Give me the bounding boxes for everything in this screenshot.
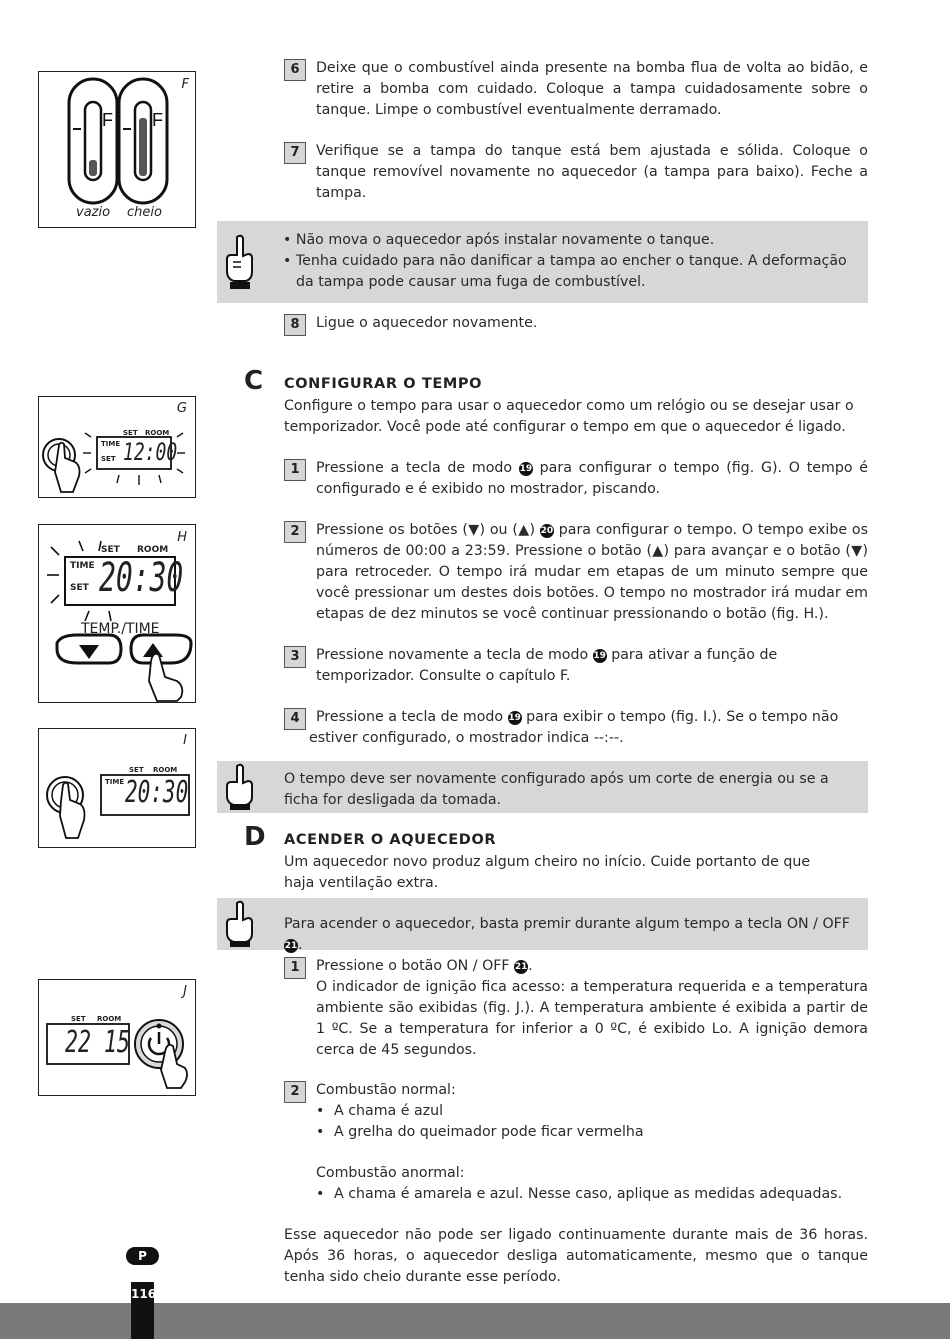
note-text: [284, 914, 864, 956]
step-text: Verifique se a tampa do tanque está bem ajustada e sólida. Coloque o tanque removível novamente no aquecedor (a tampa para baixo). Feche a tampa.: [316, 143, 868, 201]
step-text: Deixe que o combustível ainda presente na bomba flua de volta ao bidão, e retire a bomba com cuidado. Coloque a tampa cuidadosamente sobre o tanque. Limpe o combustível eventualmente derramado.: [316, 60, 868, 118]
step-text-part: para configurar o tempo. O tempo exibe os números de 00:00 a 23:59. Pressione o botão (▲) para avançar e o botão (▼) para retroceder. O tempo irá mudar em etapas de um minuto sempre que você pressionar um destes dois botões. O tempo no mostrador irá mudar em etapas de dez minutos se você continuar pressionando o botão (fig. H.).: [316, 522, 869, 622]
lcd-time-label: TIME: [101, 440, 121, 448]
list-item: A chama é azul: [334, 1103, 444, 1119]
lcd-set-label: SET: [71, 1015, 86, 1023]
step-text-part: para ativar a função de temporizador. Consulte o capítulo F.: [316, 647, 778, 684]
step-number: 2: [284, 521, 306, 543]
lcd-set-label: SET: [101, 545, 120, 555]
label-full: cheio: [127, 205, 162, 220]
pointing-hand-icon: [223, 899, 257, 949]
figure-label: J: [183, 984, 187, 999]
page-number-text: 116: [131, 1287, 157, 1301]
pointing-hand-icon: [223, 233, 257, 291]
step-text: [316, 645, 868, 687]
component-ref-badge: 19: [593, 651, 606, 661]
info-note: [217, 761, 868, 813]
figure-g: [38, 396, 196, 498]
step-text: [316, 520, 868, 625]
step-number: 8: [284, 314, 306, 336]
section-title: CONFIGURAR O TEMPO: [284, 376, 483, 392]
figure-j: [38, 979, 196, 1096]
figure-h: [38, 524, 196, 703]
section-letter: C: [244, 366, 264, 396]
list-item: A chama é amarela e azul. Nesse caso, aplique as medidas adequadas.: [334, 1186, 843, 1202]
step-number: 2: [284, 1081, 306, 1103]
note-text: O tempo deve ser novamente configurado após um corte de energia ou se a ficha for desligada da tomada.: [284, 771, 829, 808]
note-bullet: • Tenha cuidado para não danificar a tampa ao encher o tanque. A deformação: [283, 253, 847, 269]
section-intro: Configure o tempo para usar o aquecedor como um relógio ou se desejar usar o temporizador. Você pode até configurar o tempo em que o aquecedor é ligado.: [284, 398, 854, 435]
gauge-letter: F: [152, 110, 163, 130]
section-title: ACENDER O AQUECEDOR: [284, 832, 497, 848]
warning-note: [217, 221, 868, 303]
lcd-display: 12:00: [123, 438, 178, 466]
component-ref-badge: 19: [519, 464, 533, 474]
lcd-set-label: SET: [129, 766, 144, 774]
step-text: [316, 458, 868, 500]
figure-label: I: [183, 733, 187, 748]
step-text: Ligue o aquecedor novamente.: [316, 315, 538, 331]
figure-i: [38, 728, 196, 848]
lcd-time-label: TIME: [70, 561, 95, 571]
list-item: A grelha do queimador pode ficar vermelha: [334, 1124, 644, 1140]
pointing-hand-icon: [223, 762, 257, 812]
lcd-set-label: SET: [101, 455, 116, 463]
page-number: [131, 1282, 157, 1339]
lcd-display: 20:30: [99, 555, 184, 601]
lcd-display: 22 15: [65, 1025, 131, 1060]
lcd-set-label: SET: [70, 583, 89, 593]
list-bullet: •: [316, 1103, 325, 1119]
note-bullet: • Não mova o aquecedor após instalar novamente o tanque.: [283, 232, 715, 248]
step-text-continued: estiver configurado, o mostrador indica --:--.: [309, 730, 624, 746]
lcd-set-label: SET: [123, 429, 138, 437]
figure-label: F: [181, 77, 189, 92]
list-bullet: •: [316, 1124, 325, 1140]
section-intro: Um aquecedor novo produz algum cheiro no início. Cuide portanto de que haja ventilação extra.: [284, 854, 811, 891]
component-ref-badge: 21: [284, 941, 298, 951]
step-text-part: Pressione o botão ON / OFF: [316, 958, 510, 974]
section-letter: D: [244, 822, 266, 852]
step-number: 4: [284, 708, 306, 730]
step-text: O indicador de ignição fica acesso: a temperatura requerida e a temperatura ambiente são exibidas (fig. J.). A temperatura ambiente é exibida a partir de 1 ºC. Se a temperatura for inferior a 0 ºC, é exibido Lo. A ignição demora cerca de 45 segundos.: [316, 979, 868, 1058]
lcd-display: 20:30: [125, 775, 189, 810]
note-bullet-continued: da tampa pode causar uma fuga de combustível.: [296, 274, 646, 290]
figure-label: H: [177, 530, 187, 545]
step-text-part: Pressione novamente a tecla de modo: [316, 647, 589, 663]
step-text-part: Pressione a tecla de modo: [316, 709, 504, 725]
info-note: [217, 898, 868, 953]
note-text-part: .: [298, 937, 303, 953]
component-ref-badge: 20: [540, 526, 554, 536]
list-bullet: •: [316, 1186, 325, 1202]
fuel-gauge-illustration: [39, 76, 195, 206]
combustion-normal-heading: Combustão normal:: [316, 1082, 456, 1098]
step-number: 6: [284, 59, 306, 81]
step-text-part: para exibir o tempo (fig. I.). Se o tempo não: [526, 709, 839, 725]
note-text-part: Para acender o aquecedor, basta premir durante algum tempo a tecla ON / OFF: [284, 916, 850, 932]
figure-f: [38, 71, 196, 228]
language-badge: P: [126, 1247, 159, 1265]
step-number: 7: [284, 142, 306, 164]
step-text: [316, 956, 533, 977]
combustion-abnormal-heading: Combustão anormal:: [316, 1165, 465, 1181]
step-text-part: Pressione os botões (▼) ou (▲): [316, 522, 536, 538]
step-text: [316, 707, 868, 728]
step-text-part: .: [528, 958, 533, 974]
component-ref-badge: 19: [508, 713, 521, 723]
lcd-room-label: ROOM: [153, 766, 178, 774]
step-number: 1: [284, 957, 306, 979]
lcd-time-label: TIME: [105, 778, 125, 786]
component-ref-badge: 21: [514, 962, 528, 972]
lcd-room-label: ROOM: [137, 545, 169, 555]
buttons-label: TEMP./TIME: [81, 621, 160, 637]
step-text-part: para configurar o tempo (fig. G). O tempo é configurado e é exibido no mostrador, piscando.: [316, 460, 869, 497]
step-number: 3: [284, 646, 306, 668]
figure-label: G: [176, 401, 187, 416]
step-number: 1: [284, 459, 306, 481]
closing-paragraph: Esse aquecedor não pode ser ligado continuamente durante mais de 36 horas. Após 36 horas, o aquecedor desliga automaticamente, mesmo que o tanque tenha sido cheio durante esse período.: [284, 1227, 868, 1285]
label-empty: vazio: [76, 205, 111, 220]
lcd-room-label: ROOM: [97, 1015, 122, 1023]
lcd-room-label: ROOM: [145, 429, 170, 437]
step-text-part: Pressione a tecla de modo: [316, 460, 513, 476]
gauge-letter: F: [102, 110, 113, 130]
